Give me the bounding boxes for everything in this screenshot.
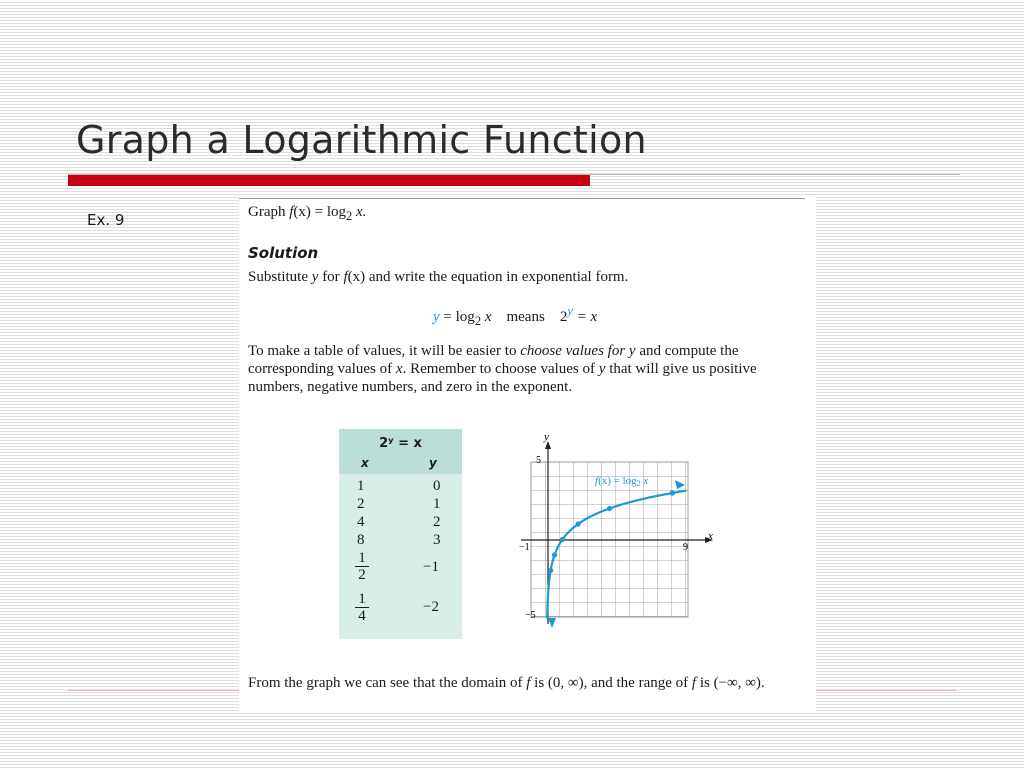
curve-point [576,521,581,526]
excerpt-top-rule [239,198,805,199]
log-graph [511,432,721,632]
exponential-form-equation: $y = \log_2 x$ means $2^y = x$ [433,304,598,328]
textbook-excerpt [239,196,816,711]
y-max-label: 5 [536,455,541,466]
curve-point [607,506,612,511]
cell-x: 4 [357,514,365,530]
curve-point [548,568,553,573]
column-header-x: x [361,456,369,470]
y-min-label: −5 [525,610,536,621]
curve-start-arrow [548,618,556,628]
curve-point [670,490,675,495]
cell-y: 3 [433,532,441,548]
cell-y: −1 [423,559,439,575]
cell-x: 2 [357,496,365,512]
y-axis-label: y [544,432,549,443]
problem-statement: Graph $f(x) = \log_2 x$. [248,204,367,223]
x-max-label: 9 [683,542,688,553]
cell-y: −2 [423,599,439,615]
slide-title: Graph a Logarithmic Function [76,118,647,162]
table-title: 2ʸ = x [379,436,422,451]
cell-y: 2 [433,514,441,530]
example-label: Ex. 9 [87,211,125,229]
column-header-y: y [429,456,437,470]
cell-x: 8 [357,532,365,548]
title-accent-bar [68,175,590,186]
cell-y: 0 [433,478,441,494]
conclusion-text: From the graph we can see that the domain of f is (0, ∞), and the range of f is (−∞, ∞). [248,675,765,691]
solution-heading: Solution [248,244,319,262]
cell-x-fraction: $\frac{1}{2}$ [355,550,369,583]
cell-y: 1 [433,496,441,512]
x-min-label: −1 [519,542,530,553]
x-axis-label: x [708,530,713,542]
curve-label: f(x) = log2 x [595,475,649,488]
step-two-text: To make a table of values, it will be easier to choose values for y and compute the corresponding values of x. Remember to choose values of y that will give us positive numbers, negative numbers, and zero in the exponent. [248,343,757,395]
cell-x: 1 [357,478,365,494]
curve-point [560,537,565,542]
values-table [339,429,462,639]
cell-x-fraction: $\frac{1}{4}$ [355,591,369,624]
step-one-text: Substitute y for f(x) and write the equation in exponential form. [248,269,629,285]
curve-point [552,552,557,557]
